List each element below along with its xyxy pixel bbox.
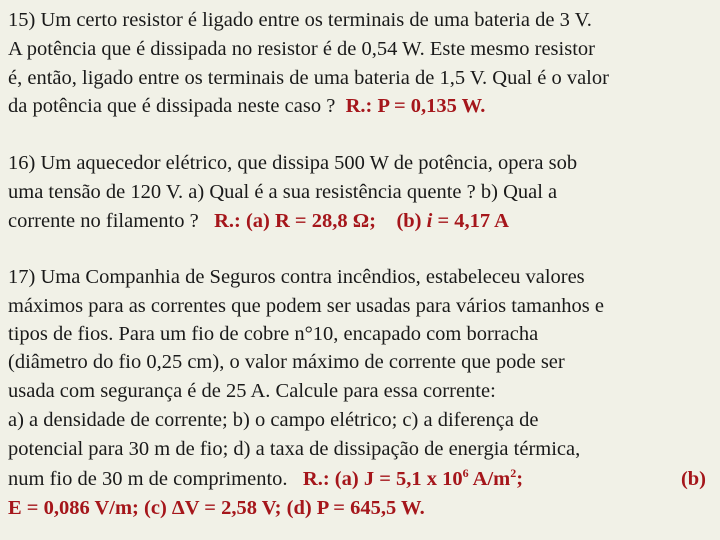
q17-line-6: a) a densidade de corrente; b) o campo elétrico; c) a diferença de	[8, 409, 539, 431]
q16-answer-b-value: = 4,17 A	[437, 210, 509, 232]
q17-line-4: (diâmetro do fio 0,25 cm), o valor máximo de corrente que pode ser	[8, 351, 565, 373]
q15-answer: R.: P = 0,135 W.	[345, 95, 486, 117]
q17-line-5: usada com segurança é de 25 A. Calcule para essa corrente:	[8, 380, 496, 402]
q16-line-3-text: corrente no filamento ?	[8, 210, 199, 232]
q17-answer-a-exponent: 6	[462, 466, 469, 481]
q15-line-4	[8, 93, 485, 119]
q16-line-3	[8, 208, 509, 234]
q15-line-1: 15) Um certo resistor é ligado entre os terminais de uma bateria de 3 V.	[8, 9, 592, 31]
q16-line-1: 16) Um aquecedor elétrico, que dissipa 500 W de potência, opera sob	[8, 152, 578, 174]
q17-answer-a-base: R.: (a) J = 5,1 x 10	[302, 468, 463, 490]
q17-answer-a-end: ;	[516, 468, 524, 490]
q17-answer-a-unit: A/m	[468, 468, 511, 490]
q17-line-8	[8, 466, 713, 492]
q15-line-2: A potência que é dissipada no resistor é de 0,54 W. Este mesmo resistor	[8, 38, 595, 60]
q16-answer-a: R.: (a) R = 28,8 Ω;	[214, 210, 376, 232]
q17-line-2: máximos para as correntes que podem ser usadas para vários tamanhos e	[8, 295, 605, 317]
q17-answer-a	[303, 468, 523, 490]
q17-line-8-text: num fio de 30 m de comprimento.	[8, 468, 288, 490]
q17-line-7: potencial para 30 m de fio; d) a taxa de dissipação de energia térmica,	[8, 438, 581, 460]
q15-line-4-text: da potência que é dissipada neste caso ?	[8, 95, 336, 117]
q16-line-2: uma tensão de 120 V. a) Qual é a sua resistência quente ? b) Qual a	[8, 181, 558, 203]
q15-line-3: é, então, ligado entre os terminais de uma bateria de 1,5 V. Qual é o valor	[8, 67, 609, 89]
q17-answer-a-unit-exponent: 2	[510, 466, 517, 481]
q17-answer-rest: E = 0,086 V/m; (c) ΔV = 2,58 V; (d) P = 645,5 W.	[8, 497, 425, 519]
q17-line-3: tipos de fios. Para um fio de cobre n°10, encapado com borracha	[8, 323, 539, 345]
q17-line-1: 17) Uma Companhia de Seguros contra incêndios, estabeleceu valores	[8, 266, 585, 288]
q16-answer-b-var: i	[426, 210, 433, 232]
q17-answer-b-label: (b)	[680, 468, 706, 490]
q16-answer-b-prefix: (b)	[396, 210, 422, 232]
